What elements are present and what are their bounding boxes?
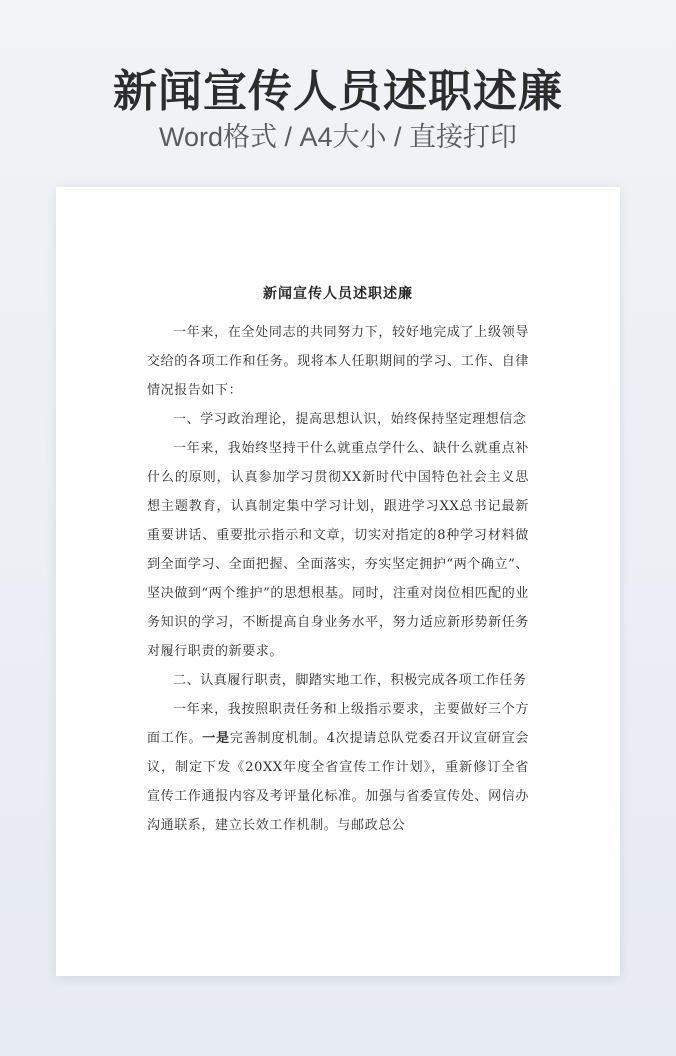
banner-subtitle: Word格式 / A4大小 / 直接打印: [158, 122, 518, 152]
banner-title: 新闻宣传人员述职述廉: [113, 66, 563, 117]
paragraph-work-lead: 一年来，我按照职责任务和上级指示要求，主要做好三个方面工作。: [147, 702, 529, 746]
document-title: 新闻宣传人员述职述廉: [263, 286, 413, 302]
paragraph-intro: 一年来，在全处同志的共同努力下，较好地完成了上级领导交给的各项工作和任务。现将本人任职期间的学习、工作、自律情况报告如下：: [147, 325, 529, 398]
paragraph-work-rest: 完善制度机制。4次提请总队党委召开议宣研宣会议，制定下发《20XX年度全省宣传工作计划》，重新修订全省宣传工作通报内容及考评量化标准。加强与省委宣传处、网信办沟通联系，建立长效工作机制。与邮政总公: [147, 731, 529, 833]
document-body: [147, 318, 529, 840]
document-page: [56, 187, 620, 976]
paragraph-work: [147, 695, 529, 840]
paragraph-study: 一年来，我始终坚持干什么就重点学什么、缺什么就重点补什么的原则，认真参加学习贯彻XX新时代中国特色社会主义思想主题教育，认真制定集中学习计划，跟进学习XX总书记最新重要讲话、重要批示指示和文章，切实对指定的8种学习材料做到全面学习、全面把握、全面落实，夯实坚定拥护“两个确立”、坚决做到“两个维护”的思想根基。同时，注重对岗位相匹配的业务知识的学习，不断提高自身业务水平，努力适应新形势新任务对履行职责的新要求。: [147, 441, 529, 659]
section-heading-2: 二、认真履行职责，脚踏实地工作，积极完成各项工作任务: [173, 673, 527, 688]
section-heading-1: 一、学习政治理论，提高思想认识，始终保持坚定理想信念: [173, 412, 527, 427]
paragraph-work-bold: 一是: [202, 731, 230, 746]
